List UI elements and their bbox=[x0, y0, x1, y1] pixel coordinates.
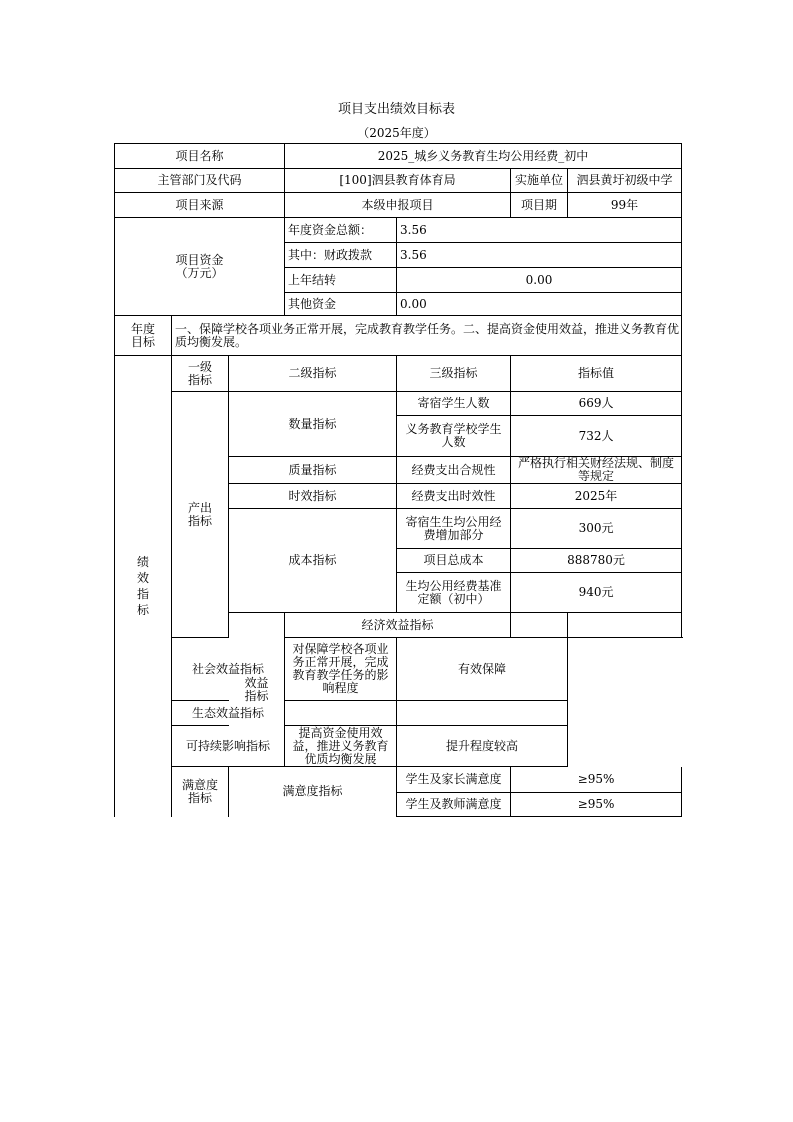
satisfaction-sub-label: 满意度指标 bbox=[229, 767, 397, 817]
economic-label: 经济效益指标 bbox=[285, 613, 511, 638]
sustain-value: 提升程度较高 bbox=[397, 726, 568, 767]
goal-label bbox=[115, 316, 172, 356]
goal-label-line2: 目标 bbox=[130, 334, 155, 349]
sustain-name bbox=[285, 726, 397, 767]
performance-table bbox=[114, 143, 682, 817]
timeliness-label: 时效指标 bbox=[229, 484, 397, 509]
quantity-2-name bbox=[397, 416, 511, 457]
row-annual-goal bbox=[115, 316, 682, 356]
satisfaction-label-text: 满意度指标 bbox=[181, 777, 218, 805]
header-value: 指标值 bbox=[511, 356, 682, 392]
social-name-text: 对保障学校各项业务正常开展，完成教育教学任务的影响程度 bbox=[292, 642, 389, 695]
quantity-1-value: 669人 bbox=[511, 392, 682, 416]
economic-value bbox=[568, 613, 682, 638]
economic-name bbox=[511, 613, 568, 638]
doc-title: 项目支出绩效目标表 bbox=[337, 102, 455, 117]
funds-carryover-value: 0.00 bbox=[397, 268, 682, 293]
satisfaction-1-name: 学生及家长满意度 bbox=[397, 767, 511, 793]
period-value: 99年 bbox=[568, 193, 682, 218]
funds-label-line1: 项目资金 bbox=[175, 252, 224, 267]
goal-text: 一、保障学校各项业务正常开展，完成教育教学任务。二、提高资金使用效益，推进义务教育优质均衡发展。 bbox=[172, 316, 682, 356]
dept-label: 主管部门及代码 bbox=[115, 169, 285, 193]
benefit-label-text: 效益指标 bbox=[244, 675, 269, 703]
row-source bbox=[115, 193, 682, 218]
social-label: 社会效益指标 bbox=[172, 638, 285, 701]
header-level1 bbox=[172, 356, 229, 392]
project-name-label: 项目名称 bbox=[115, 144, 285, 169]
cost-3-name-text: 生均公用经费基准定额（初中） bbox=[405, 578, 502, 606]
ecological-label: 生态效益指标 bbox=[172, 701, 285, 726]
source-label: 项目来源 bbox=[115, 193, 285, 218]
cost-1-name-text: 寄宿生生均公用经费增加部分 bbox=[405, 514, 502, 542]
row-project-name bbox=[115, 144, 682, 169]
funds-total-label: 年度资金总额： bbox=[285, 218, 397, 243]
row-social bbox=[115, 638, 682, 701]
doc-subtitle: （2025年度） bbox=[357, 126, 436, 140]
goal-label-line1: 年度 bbox=[130, 321, 155, 336]
indicators-section-label bbox=[115, 356, 172, 817]
quality-value: 严格执行相关财经法规、制度等规定 bbox=[511, 457, 682, 484]
ecological-value bbox=[397, 701, 568, 726]
funds-label-line2: （万元） bbox=[175, 265, 224, 280]
sustain-label: 可持续影响指标 bbox=[172, 726, 285, 767]
cost-2-name: 项目总成本 bbox=[397, 549, 511, 573]
cost-1-name bbox=[397, 509, 511, 549]
header-level2: 二级指标 bbox=[229, 356, 397, 392]
quality-name: 经费支出合规性 bbox=[397, 457, 511, 484]
satisfaction-2-name: 学生及教师满意度 bbox=[397, 793, 511, 817]
timeliness-value: 2025年 bbox=[511, 484, 682, 509]
quality-label: 质量指标 bbox=[229, 457, 397, 484]
satisfaction-label bbox=[172, 767, 229, 817]
cost-label: 成本指标 bbox=[229, 509, 397, 613]
sustain-name-text: 提高资金使用效益，推进义务教育优质均衡发展 bbox=[292, 725, 389, 766]
funds-fiscal-label: 其中：财政拨款 bbox=[285, 243, 397, 268]
social-value: 有效保障 bbox=[397, 638, 568, 701]
quantity-label: 数量指标 bbox=[229, 392, 397, 457]
output-label bbox=[172, 392, 229, 638]
cost-3-name bbox=[397, 573, 511, 613]
row-funds-total bbox=[115, 218, 682, 243]
row-department bbox=[115, 169, 682, 193]
header-level1-text: 一级指标 bbox=[187, 359, 212, 387]
source-value: 本级申报项目 bbox=[285, 193, 511, 218]
timeliness-name: 经费支出时效性 bbox=[397, 484, 511, 509]
ecological-name bbox=[285, 701, 397, 726]
row-indicator-headers bbox=[115, 356, 682, 392]
quantity-2-name-text: 义务教育学校学生人数 bbox=[405, 422, 502, 449]
funds-other-label: 其他资金 bbox=[285, 293, 397, 316]
row-satisfaction-1 bbox=[115, 767, 682, 793]
indicators-section-text: 绩效指标 bbox=[136, 555, 149, 618]
funds-other-value: 0.00 bbox=[397, 293, 682, 316]
quantity-2-value: 732人 bbox=[511, 416, 682, 457]
impl-value: 泗县黄圩初级中学 bbox=[568, 169, 682, 193]
row-sustain bbox=[115, 726, 682, 767]
row-quantity-1 bbox=[115, 392, 682, 416]
funds-carryover-label: 上年结转 bbox=[285, 268, 397, 293]
dept-value: [100]泗县教育体育局 bbox=[285, 169, 511, 193]
period-label: 项目期 bbox=[511, 193, 568, 218]
cost-3-value: 940元 bbox=[511, 573, 682, 613]
funds-total-value: 3.56 bbox=[397, 218, 682, 243]
social-name bbox=[285, 638, 397, 701]
funds-fiscal-value: 3.56 bbox=[397, 243, 682, 268]
satisfaction-1-value: ≥95% bbox=[511, 767, 682, 793]
output-label-text: 产出指标 bbox=[187, 500, 212, 528]
impl-label: 实施单位 bbox=[511, 169, 568, 193]
funds-label bbox=[115, 218, 285, 316]
header-level3: 三级指标 bbox=[397, 356, 511, 392]
quantity-1-name: 寄宿学生人数 bbox=[397, 392, 511, 416]
cost-2-value: 888780元 bbox=[511, 549, 682, 573]
cost-1-value: 300元 bbox=[511, 509, 682, 549]
project-name-value: 2025_城乡义务教育生均公用经费_初中 bbox=[285, 144, 682, 169]
row-ecological bbox=[115, 701, 682, 726]
satisfaction-2-value: ≥95% bbox=[511, 793, 682, 817]
